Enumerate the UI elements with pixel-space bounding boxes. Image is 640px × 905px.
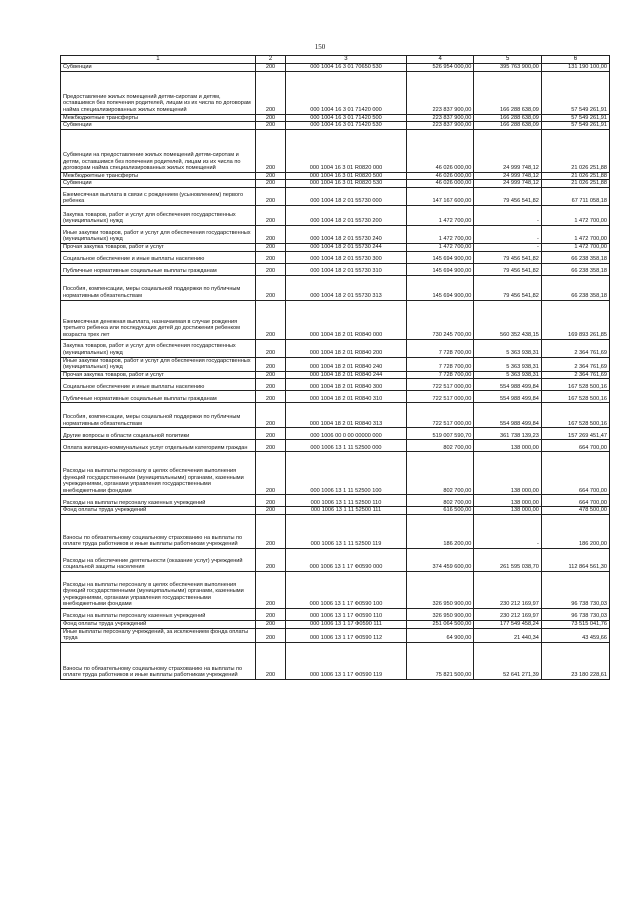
row-line-code: 200 [255, 391, 285, 403]
row-budget-code: 000 1004 18 2 01 55730 300 [286, 251, 407, 263]
row-line-code: 200 [255, 357, 285, 371]
row-budget-code: 000 1006 13 1 11 52500 100 [286, 452, 407, 495]
row-assigned: 616 500,00 [406, 507, 474, 515]
row-name: Публичные нормативные социальные выплаты гражданам [61, 263, 256, 275]
table-row [61, 403, 610, 428]
row-executed: 52 641 271,39 [474, 642, 542, 679]
row-name: Закупка товаров, работ и услуг для обеспечения государственных (муниципальных) нужд [61, 339, 256, 357]
row-line-code: 200 [255, 571, 285, 608]
row-assigned: 730 245 700,00 [406, 300, 474, 339]
row-budget-code: 000 1004 18 2 01 R0840 000 [286, 300, 407, 339]
table-row [61, 628, 610, 642]
row-executed: 138 000,00 [474, 452, 542, 495]
row-budget-code: 000 1004 16 3 01 R0820 500 [286, 172, 407, 180]
row-budget-code: 000 1004 18 2 01 R0840 313 [286, 403, 407, 428]
row-unexecuted: 167 528 500,16 [541, 391, 609, 403]
row-budget-code: 000 1004 16 3 01 70650 530 [286, 64, 407, 72]
row-unexecuted: 66 238 358,18 [541, 275, 609, 300]
row-line-code: 200 [255, 428, 285, 440]
row-executed: 5 363 938,31 [474, 357, 542, 371]
table-row [61, 440, 610, 452]
row-name: Расходы на выплаты персоналу казенных учреждений [61, 608, 256, 620]
page-number: 150 [314, 43, 326, 51]
row-executed: - [474, 225, 542, 243]
row-unexecuted: 167 528 500,16 [541, 403, 609, 428]
row-unexecuted: 21 026 251,88 [541, 180, 609, 188]
row-budget-code: 000 1006 13 1 17 Ф0590 119 [286, 642, 407, 679]
row-name: Фонд оплаты труда учреждений [61, 507, 256, 515]
row-assigned: 802 700,00 [406, 440, 474, 452]
table-row [61, 114, 610, 122]
row-name: Субвенции [61, 122, 256, 130]
table-row [61, 251, 610, 263]
row-assigned: 1 472 700,00 [406, 243, 474, 251]
row-executed: 261 595 038,70 [474, 548, 542, 571]
row-budget-code: 000 1006 13 1 11 52500 110 [286, 495, 407, 507]
table-row [61, 620, 610, 628]
row-budget-code: 000 1004 18 2 01 55730 200 [286, 205, 407, 225]
row-unexecuted: 57 549 261,91 [541, 71, 609, 114]
row-name: Другие вопросы в области социальной политики [61, 428, 256, 440]
row-assigned: 145 694 900,00 [406, 275, 474, 300]
row-unexecuted: 131 190 100,00 [541, 64, 609, 72]
row-budget-code: 000 1004 18 2 01 R0840 200 [286, 339, 407, 357]
row-executed: 554 988 499,84 [474, 379, 542, 391]
row-assigned: 46 026 000,00 [406, 180, 474, 188]
row-budget-code: 000 1006 13 1 17 Ф0590 100 [286, 571, 407, 608]
row-budget-code: 000 1004 16 3 01 71420 530 [286, 122, 407, 130]
row-line-code: 200 [255, 64, 285, 72]
row-unexecuted: 96 738 730,03 [541, 608, 609, 620]
row-name: Межбюджетные трансферты [61, 172, 256, 180]
row-unexecuted: 21 026 251,88 [541, 129, 609, 172]
row-unexecuted: 2 364 761,69 [541, 371, 609, 379]
header-cell-3: 3 [286, 56, 407, 64]
row-executed: 166 288 638,09 [474, 114, 542, 122]
row-executed: 5 363 938,31 [474, 371, 542, 379]
row-budget-code: 000 1004 16 3 01 71420 000 [286, 71, 407, 114]
row-name: Иные закупки товаров, работ и услуг для обеспечения государственных (муниципальных) нужд [61, 225, 256, 243]
row-executed: 166 288 638,09 [474, 122, 542, 130]
table-row [61, 187, 610, 205]
row-budget-code: 000 1006 13 1 11 52500 000 [286, 440, 407, 452]
row-line-code: 200 [255, 403, 285, 428]
row-name: Расходы на выплаты персоналу в целях обеспечения выполнения функций государственными (муниципальными) органами, казенными учреждениями, органами управления государственными внебюджетными фондами [61, 452, 256, 495]
row-budget-code: 000 1006 13 1 17 Ф0590 000 [286, 548, 407, 571]
row-budget-code: 000 1004 16 3 01 R0820 530 [286, 180, 407, 188]
row-executed: 138 000,00 [474, 440, 542, 452]
row-budget-code: 000 1006 13 1 17 Ф0590 112 [286, 628, 407, 642]
row-budget-code: 000 1004 18 2 01 55730 000 [286, 187, 407, 205]
row-assigned: 145 694 900,00 [406, 263, 474, 275]
row-name: Иные закупки товаров, работ и услуг для обеспечения государственных (муниципальных) нужд [61, 357, 256, 371]
header-cell-1: 1 [61, 56, 256, 64]
row-budget-code: 000 1004 18 2 01 R0840 240 [286, 357, 407, 371]
row-executed: 395 763 900,00 [474, 64, 542, 72]
row-line-code: 200 [255, 371, 285, 379]
row-name: Социальное обеспечение и иные выплаты населению [61, 251, 256, 263]
row-line-code: 200 [255, 379, 285, 391]
row-line-code: 200 [255, 452, 285, 495]
row-assigned: 147 167 600,00 [406, 187, 474, 205]
row-budget-code: 000 1004 18 2 01 R0840 244 [286, 371, 407, 379]
table-row [61, 391, 610, 403]
header-cell-4: 4 [406, 56, 474, 64]
table-row [61, 339, 610, 357]
row-executed: 79 456 541,82 [474, 275, 542, 300]
table-row [61, 205, 610, 225]
row-name: Субвенции [61, 64, 256, 72]
row-line-code: 200 [255, 514, 285, 548]
row-name: Прочая закупка товаров, работ и услуг [61, 371, 256, 379]
row-executed: 554 988 499,84 [474, 403, 542, 428]
row-unexecuted: 1 472 700,00 [541, 243, 609, 251]
row-executed: 138 000,00 [474, 495, 542, 507]
row-executed: 24 999 748,12 [474, 172, 542, 180]
row-name: Закупка товаров, работ и услуг для обеспечения государственных (муниципальных) нужд [61, 205, 256, 225]
row-executed: 138 000,00 [474, 507, 542, 515]
table-row [61, 548, 610, 571]
row-executed: 5 363 938,31 [474, 339, 542, 357]
row-budget-code: 000 1006 13 1 17 Ф0590 110 [286, 608, 407, 620]
row-name: Ежемесячная выплата в связи с рождением (усыновлением) первого ребенка [61, 187, 256, 205]
row-line-code: 200 [255, 495, 285, 507]
row-line-code: 200 [255, 642, 285, 679]
row-executed: 230 212 169,97 [474, 608, 542, 620]
row-name: Публичные нормативные социальные выплаты гражданам [61, 391, 256, 403]
row-unexecuted: 66 238 358,18 [541, 263, 609, 275]
row-line-code: 200 [255, 300, 285, 339]
row-assigned: 802 700,00 [406, 452, 474, 495]
row-line-code: 200 [255, 263, 285, 275]
row-assigned: 326 950 900,00 [406, 608, 474, 620]
table-row [61, 225, 610, 243]
row-unexecuted: 43 459,66 [541, 628, 609, 642]
table-row [61, 514, 610, 548]
row-line-code: 200 [255, 628, 285, 642]
row-line-code: 200 [255, 548, 285, 571]
row-assigned: 374 459 600,00 [406, 548, 474, 571]
budget-table [60, 55, 610, 680]
row-executed: 79 456 541,82 [474, 251, 542, 263]
row-assigned: 802 700,00 [406, 495, 474, 507]
table-row [61, 263, 610, 275]
row-line-code: 200 [255, 243, 285, 251]
row-budget-code: 000 1006 00 0 00 00000 000 [286, 428, 407, 440]
row-unexecuted: 66 238 358,18 [541, 251, 609, 263]
row-assigned: 46 026 000,00 [406, 129, 474, 172]
row-assigned: 1 472 700,00 [406, 205, 474, 225]
table-row [61, 300, 610, 339]
row-assigned: 64 900,00 [406, 628, 474, 642]
row-unexecuted: 478 500,00 [541, 507, 609, 515]
table-row [61, 122, 610, 130]
row-budget-code: 000 1004 18 2 01 55730 244 [286, 243, 407, 251]
row-executed: 177 549 458,24 [474, 620, 542, 628]
table-row [61, 571, 610, 608]
row-line-code: 200 [255, 180, 285, 188]
row-unexecuted: 73 515 041,76 [541, 620, 609, 628]
row-unexecuted: 67 711 058,18 [541, 187, 609, 205]
row-line-code: 200 [255, 129, 285, 172]
row-assigned: 722 517 000,00 [406, 391, 474, 403]
row-assigned: 7 728 700,00 [406, 339, 474, 357]
row-executed: 554 988 499,84 [474, 391, 542, 403]
row-name: Фонд оплаты труда учреждений [61, 620, 256, 628]
row-line-code: 200 [255, 71, 285, 114]
row-name: Иные выплаты персоналу учреждений, за исключением фонда оплаты труда [61, 628, 256, 642]
row-name: Межбюджетные трансферты [61, 114, 256, 122]
row-executed: - [474, 243, 542, 251]
row-executed: 166 288 638,09 [474, 71, 542, 114]
row-assigned: 326 950 900,00 [406, 571, 474, 608]
row-unexecuted: 96 738 730,03 [541, 571, 609, 608]
row-executed: - [474, 205, 542, 225]
row-budget-code: 000 1006 13 1 11 52500 111 [286, 507, 407, 515]
table-row [61, 452, 610, 495]
row-name: Социальное обеспечение и иные выплаты населению [61, 379, 256, 391]
table-row [61, 243, 610, 251]
row-name: Оплата жилищно-коммунальных услуг отдельным категориям граждан [61, 440, 256, 452]
row-unexecuted: 2 364 761,69 [541, 339, 609, 357]
row-line-code: 200 [255, 339, 285, 357]
row-budget-code: 000 1004 16 3 01 R0820 000 [286, 129, 407, 172]
row-budget-code: 000 1004 16 3 01 71420 500 [286, 114, 407, 122]
row-name: Взносы по обязательному социальному страхованию на выплаты по оплате труда работников и иные выплаты работникам учреждений [61, 514, 256, 548]
row-assigned: 722 517 000,00 [406, 403, 474, 428]
table-row [61, 71, 610, 114]
table-row [61, 357, 610, 371]
row-line-code: 200 [255, 251, 285, 263]
row-assigned: 223 837 900,00 [406, 71, 474, 114]
row-unexecuted: 23 180 228,61 [541, 642, 609, 679]
row-executed: 79 456 541,82 [474, 187, 542, 205]
row-budget-code: 000 1006 13 1 11 52500 119 [286, 514, 407, 548]
column-number-header [61, 56, 610, 64]
row-line-code: 200 [255, 620, 285, 628]
row-executed: - [474, 514, 542, 548]
table-row [61, 64, 610, 72]
row-line-code: 200 [255, 172, 285, 180]
row-name: Предоставление жилых помещений детям-сиротам и детям, оставшимся без попечения родителей, лицам из их числа по договорам найма специализированных жилых помещений [61, 71, 256, 114]
table-row [61, 608, 610, 620]
row-unexecuted: 664 700,00 [541, 440, 609, 452]
row-assigned: 223 837 900,00 [406, 114, 474, 122]
row-unexecuted: 186 200,00 [541, 514, 609, 548]
row-assigned: 46 026 000,00 [406, 172, 474, 180]
row-budget-code: 000 1006 13 1 17 Ф0590 111 [286, 620, 407, 628]
row-executed: 230 212 169,97 [474, 571, 542, 608]
table-row [61, 495, 610, 507]
row-name: Ежемесячная денежная выплата, назначаемая в случае рождения третьего ребенка или последующих детей до достижения ребенком возраста трех лет [61, 300, 256, 339]
table-row [61, 371, 610, 379]
table-row [61, 379, 610, 391]
header-cell-2: 2 [255, 56, 285, 64]
table-row [61, 180, 610, 188]
row-budget-code: 000 1004 18 2 01 55730 313 [286, 275, 407, 300]
row-executed: 24 999 748,12 [474, 129, 542, 172]
row-unexecuted: 167 528 500,16 [541, 379, 609, 391]
row-line-code: 200 [255, 225, 285, 243]
row-line-code: 200 [255, 205, 285, 225]
row-assigned: 251 064 500,00 [406, 620, 474, 628]
row-assigned: 7 728 700,00 [406, 371, 474, 379]
row-line-code: 200 [255, 507, 285, 515]
row-unexecuted: 664 700,00 [541, 452, 609, 495]
row-line-code: 200 [255, 187, 285, 205]
row-assigned: 75 821 500,00 [406, 642, 474, 679]
row-name: Расходы на выплаты персоналу казенных учреждений [61, 495, 256, 507]
row-name: Субвенции [61, 180, 256, 188]
row-unexecuted: 1 472 700,00 [541, 205, 609, 225]
header-cell-5: 5 [474, 56, 542, 64]
row-unexecuted: 157 269 451,47 [541, 428, 609, 440]
row-unexecuted: 57 549 261,91 [541, 122, 609, 130]
table-row [61, 507, 610, 515]
row-assigned: 526 954 000,00 [406, 64, 474, 72]
row-name: Прочая закупка товаров, работ и услуг [61, 243, 256, 251]
row-name: Пособия, компенсации, меры социальной поддержки по публичным нормативным обязательствам [61, 275, 256, 300]
table-row [61, 172, 610, 180]
row-executed: 21 440,34 [474, 628, 542, 642]
row-line-code: 200 [255, 122, 285, 130]
table-row [61, 275, 610, 300]
row-unexecuted: 112 864 561,30 [541, 548, 609, 571]
row-unexecuted: 169 893 261,85 [541, 300, 609, 339]
row-assigned: 145 694 900,00 [406, 251, 474, 263]
row-line-code: 200 [255, 440, 285, 452]
row-assigned: 1 472 700,00 [406, 225, 474, 243]
row-unexecuted: 21 026 251,88 [541, 172, 609, 180]
row-executed: 24 999 748,12 [474, 180, 542, 188]
table-row [61, 428, 610, 440]
row-unexecuted: 1 472 700,00 [541, 225, 609, 243]
row-budget-code: 000 1004 18 2 01 R0840 310 [286, 391, 407, 403]
row-budget-code: 000 1004 18 2 01 55730 240 [286, 225, 407, 243]
row-line-code: 200 [255, 275, 285, 300]
table-row [61, 642, 610, 679]
row-unexecuted: 664 700,00 [541, 495, 609, 507]
row-line-code: 200 [255, 608, 285, 620]
row-assigned: 722 517 000,00 [406, 379, 474, 391]
row-unexecuted: 2 364 761,69 [541, 357, 609, 371]
row-executed: 560 352 438,15 [474, 300, 542, 339]
row-assigned: 223 837 900,00 [406, 122, 474, 130]
row-executed: 361 738 139,23 [474, 428, 542, 440]
header-cell-6: 6 [541, 56, 609, 64]
row-name: Субвенции на предоставление жилых помещений детям-сиротам и детям, оставшимся без попечения родителей, лицам из их числа по договорам найма специализированных жилых помещений [61, 129, 256, 172]
row-line-code: 200 [255, 114, 285, 122]
table-row [61, 129, 610, 172]
row-name: Взносы по обязательному социальному страхованию на выплаты по оплате труда работников и иные выплаты работникам учреждений [61, 642, 256, 679]
row-budget-code: 000 1004 18 2 01 R0840 300 [286, 379, 407, 391]
row-budget-code: 000 1004 18 2 01 55730 310 [286, 263, 407, 275]
row-assigned: 519 007 590,70 [406, 428, 474, 440]
row-assigned: 7 728 700,00 [406, 357, 474, 371]
row-executed: 79 456 541,82 [474, 263, 542, 275]
row-assigned: 186 200,00 [406, 514, 474, 548]
row-name: Расходы на обеспечение деятельности (оказание услуг) учреждений социальной защиты населения [61, 548, 256, 571]
row-unexecuted: 57 549 261,91 [541, 114, 609, 122]
row-name: Расходы на выплаты персоналу в целях обеспечения выполнения функций государственными (муниципальными) органами, казенными учреждениями, органами управления государственными внебюджетными фондами [61, 571, 256, 608]
row-name: Пособия, компенсации, меры социальной поддержки по публичным нормативным обязательствам [61, 403, 256, 428]
